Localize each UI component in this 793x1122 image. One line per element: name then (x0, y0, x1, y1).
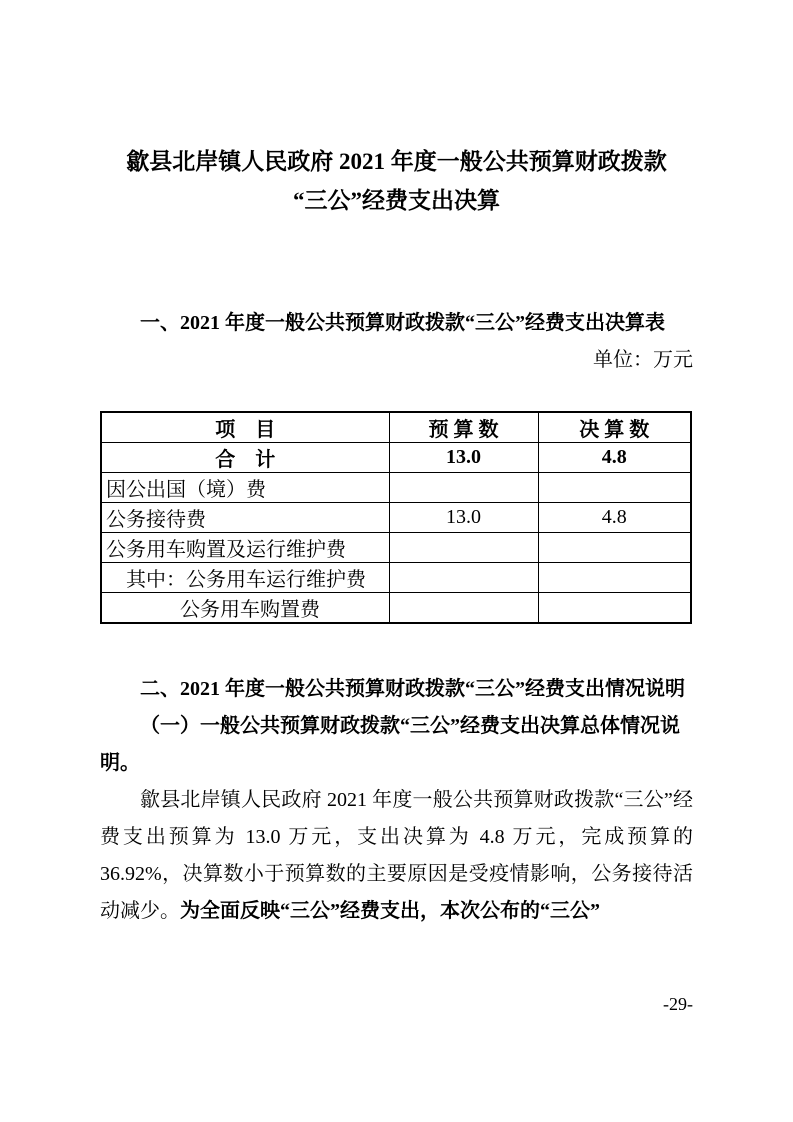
row-label: 其中：公务用车运行维护费 (101, 563, 389, 593)
row-label: 合 计 (101, 443, 389, 473)
final-value (538, 563, 691, 593)
column-header-budget: 预 算 数 (389, 412, 538, 443)
table-row-vehicle-purchase (101, 593, 691, 624)
document-title-line1: 歙县北岸镇人民政府 2021 年度一般公共预算财政拨款 (126, 149, 667, 174)
column-header-final: 决 算 数 (538, 412, 691, 443)
final-value (538, 473, 691, 503)
summary-paragraph-bold: 为全面反映“三公”经费支出，本次公布的“三公” (180, 900, 600, 922)
table-row-total (101, 443, 691, 473)
unit-label: 单位：万元 (593, 349, 693, 371)
document-title (100, 142, 693, 220)
section2-heading: 二、2021 年度一般公共预算财政拨款“三公”经费支出情况说明 (140, 678, 685, 700)
budget-value: 13.0 (389, 443, 538, 473)
document-title-line2: “三公”经费支出决算 (293, 188, 500, 213)
table-row-vehicle-operation (101, 563, 691, 593)
budget-value (389, 533, 538, 563)
page-number: -29- (663, 994, 693, 1014)
summary-paragraph (100, 782, 693, 930)
table-header-row (101, 412, 691, 443)
row-label: 公务用车购置费 (101, 593, 389, 624)
budget-value (389, 593, 538, 624)
budget-value (389, 563, 538, 593)
final-value (538, 593, 691, 624)
table-row-reception-fee (101, 503, 691, 533)
column-header-item: 项 目 (101, 412, 389, 443)
expenditure-table (100, 411, 692, 624)
budget-value: 13.0 (389, 503, 538, 533)
section1-heading: 一、2021 年度一般公共预算财政拨款“三公”经费支出决算表 (140, 312, 665, 334)
final-value (538, 533, 691, 563)
final-value: 4.8 (538, 443, 691, 473)
budget-value (389, 473, 538, 503)
section2-subheading: （一）一般公共预算财政拨款“三公”经费支出决算总体情况说明。 (100, 715, 680, 774)
row-label: 因公出国（境）费 (101, 473, 389, 503)
table-row-vehicle-total (101, 533, 691, 563)
row-label: 公务接待费 (101, 503, 389, 533)
summary-paragraph-normal: 歙县北岸镇人民政府 2021 年度一般公共预算财政拨款“三公”经费支出预算为 13.0 万元，支出决算为 4.8 万元，完成预算的 36.92%，决算数小于预算数的主要原因是受疫情影响，公务接待活动减少。 (100, 789, 693, 922)
table-row-abroad-fee (101, 473, 691, 503)
row-label: 公务用车购置及运行维护费 (101, 533, 389, 563)
final-value: 4.8 (538, 503, 691, 533)
